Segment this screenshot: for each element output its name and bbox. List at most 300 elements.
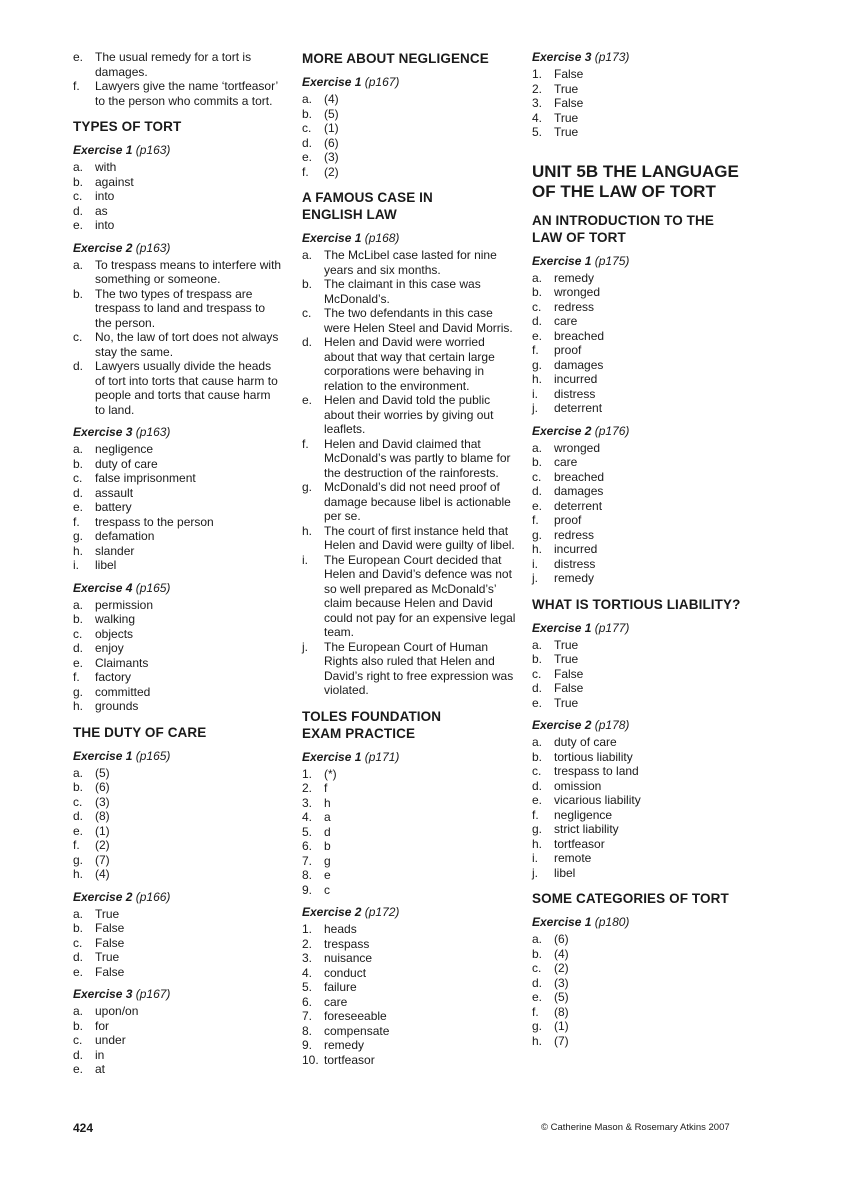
unit-heading: UNIT 5B THE LANGUAGE OF THE LAW OF TORT [532,161,739,201]
answer-marker: a. [73,160,84,174]
answer-marker: c. [73,794,83,809]
answer-item [302,136,517,151]
answer-marker: e. [73,1062,84,1076]
section-heading: THE DUTY OF CARE [73,724,207,740]
answer-text: c [324,882,330,897]
answer-marker: j. [302,639,308,654]
answer-marker: f. [302,164,309,179]
answer-text: b [324,839,331,853]
answer-item [302,335,517,393]
answer-marker: e. [73,500,84,514]
answer-marker: b. [532,749,543,764]
answer-text: proof [554,513,582,527]
answer-text: f [324,781,328,795]
answer-text: breached [554,469,605,484]
answer-marker: a. [302,92,313,106]
answer-item [532,557,757,572]
exercise-label: Exercise 1 [302,75,362,89]
answer-text: slander [95,543,135,558]
answer-marker: b. [532,285,543,299]
answer-text: False [554,681,584,695]
answer-text: trespass to land [554,764,639,778]
answer-item [73,656,283,671]
answer-item [302,480,517,524]
answer-item [73,79,283,108]
answer-text: duty of care [95,456,158,471]
exercise-heading [73,425,283,440]
exercise-heading [532,254,757,269]
answer-marker: c. [73,626,83,641]
answer-text: (7) [95,852,110,867]
answer-marker: a. [302,248,313,262]
section-heading: MORE ABOUT NEGLIGENCE [302,51,489,66]
answer-marker: d. [73,641,84,655]
answer-marker: 10. [302,1052,319,1067]
answer-text: against [95,174,134,189]
answer-item [302,839,517,854]
section-heading: A FAMOUS CASE IN ENGLISH LAW [302,190,433,222]
answer-list [73,766,283,882]
answer-marker: d. [73,359,84,373]
answer-text: redress [554,299,595,314]
answer-text: in [95,1047,105,1062]
answer-item [302,393,517,437]
answer-text: incurred [554,542,598,556]
answer-text: (4) [324,92,339,106]
answer-text: To trespass means to interfere with something or someone. [95,257,282,286]
answer-text: wronged [554,440,601,455]
answer-item [302,951,517,966]
answer-item [532,947,757,962]
answer-text: True [554,125,579,139]
answer-marker: j. [532,401,538,415]
answer-text: remedy [554,571,595,585]
answer-marker: e. [73,50,84,64]
answer-text: permission [95,597,154,612]
answer-item [532,343,757,358]
answer-item [302,1009,517,1024]
answer-item [532,401,757,416]
answer-marker: h. [532,836,543,851]
answer-marker: f. [73,838,80,852]
answer-text: e [324,868,331,882]
answer-marker: 7. [302,1009,313,1023]
exercise-page-ref: (p163) [135,143,171,157]
exercise-page-ref: (p167) [135,987,171,1001]
answer-item [302,165,517,180]
answer-text: battery [95,500,132,514]
answer-item [302,524,517,553]
answer-item [532,750,757,765]
answer-item [73,258,283,287]
answer-marker: a. [532,932,543,946]
answer-marker: c. [73,935,83,950]
answer-text: Lawyers give the name ‘tortfeasor’ to the person who commits a tort. [95,79,278,108]
answer-text: into [95,218,115,232]
section-heading: WHAT IS TORTIOUS LIABILITY? [532,596,741,612]
exercise-label: Exercise 1 [73,143,133,157]
answer-item [73,1019,283,1034]
answer-item [73,809,283,824]
answer-text: damages [554,357,604,372]
answer-item [73,515,283,530]
answer-marker: 9. [302,1038,313,1052]
answer-marker: b. [302,106,313,121]
answer-marker: g. [73,529,84,543]
answer-text: libel [554,865,576,880]
answer-text: nuisance [324,951,373,965]
answer-marker: c. [532,764,542,778]
exercise-label: Exercise 1 [302,231,362,245]
exercise-label: Exercise 3 [532,50,592,64]
answer-marker: d. [73,809,84,823]
answer-marker: d. [73,203,84,218]
answer-marker: b. [73,286,84,301]
answer-item [302,937,517,952]
answer-marker: f. [302,436,309,451]
exercise-heading [532,621,757,636]
answer-marker: c. [532,666,542,681]
answer-text: The court of first instance held that Helen and David were guilty of libel. [324,523,515,552]
answer-marker: e. [73,218,84,232]
answer-text: (5) [554,990,569,1004]
answer-text: care [554,455,578,469]
answer-item [73,950,283,965]
answer-item [73,529,283,544]
answer-item [532,111,757,126]
exercise-label: Exercise 1 [302,749,362,764]
answer-text: factory [95,670,132,684]
answer-text: remedy [554,270,595,285]
answer-marker: h. [532,1033,543,1048]
answer-item [532,837,757,852]
answer-item [73,838,283,853]
answer-text: (5) [324,106,339,121]
exercise-label: Exercise 3 [73,987,133,1001]
answer-text: remedy [324,1038,365,1052]
answer-marker: c. [532,299,542,314]
answer-marker: g. [532,527,543,542]
answer-list [302,922,517,1067]
exercise-heading [73,749,283,764]
answer-text: (7) [554,1033,569,1048]
answer-marker: h. [302,523,313,538]
copyright-notice: © Catherine Mason & Rosemary Atkins 2007 [541,1122,730,1133]
answer-marker: 6. [302,839,313,853]
answer-item [532,1019,757,1034]
answer-marker: d. [532,681,543,695]
answer-list [302,92,517,179]
answer-text: Claimants [95,655,149,670]
answer-text: (*) [324,766,337,781]
answer-text: (8) [554,1004,569,1019]
answer-marker: 1. [302,922,313,936]
answer-marker: g. [532,357,543,372]
answer-item [302,854,517,869]
answer-item [532,1034,757,1049]
answer-item [73,853,283,868]
answer-text: compensate [324,1023,390,1038]
answer-text: Helen and David told the public about their worries by giving out leaflets. [324,393,494,436]
answer-text: False [554,67,584,81]
exercise-heading [73,143,283,158]
column-right [532,50,757,1048]
answer-marker: 9. [302,882,313,897]
answer-text: (2) [554,961,569,975]
answer-marker: c. [302,306,312,320]
answer-marker: e. [302,393,313,407]
answer-item [302,767,517,782]
answer-item [532,484,757,499]
answer-text: as [95,203,108,218]
answer-item [73,1033,283,1048]
answer-marker: c. [302,121,312,135]
answer-item [532,681,757,696]
answer-text: for [95,1018,110,1033]
answer-marker: i. [73,558,79,572]
answer-item [302,810,517,825]
answer-marker: h. [532,542,543,556]
answer-item [73,1048,283,1063]
answer-item [302,248,517,277]
answer-marker: e. [73,823,84,838]
answer-marker: 8. [302,868,313,882]
exercise-heading [73,241,283,256]
answer-text: tortfeasor [324,1052,375,1067]
answer-list [302,767,517,898]
answer-marker: e. [532,328,543,343]
answer-text: distress [554,556,596,571]
answer-item [73,175,283,190]
answer-marker: 3. [302,951,313,965]
exercise-heading [532,50,757,65]
answer-text: negligence [95,442,154,456]
answer-text: False [95,964,125,979]
section-heading: TOLES FOUNDATION EXAM PRACTICE [302,708,442,741]
answer-marker: f. [532,1004,539,1019]
answer-text: foreseeable [324,1009,387,1023]
exercise-label: Exercise 2 [532,423,592,438]
exercise-heading [73,581,283,596]
answer-marker: b. [73,174,84,189]
answer-item [73,612,283,627]
answer-text: The two defendants in this case were Helen Steel and David Morris. [324,306,513,335]
answer-item [532,499,757,514]
answer-text: The two types of trespass are trespass to land and trespass to the person. [95,286,266,330]
answer-marker: e. [532,793,543,807]
answer-item [532,990,757,1005]
answer-list [532,67,757,140]
exercise-label: Exercise 2 [302,905,362,919]
answer-text: under [95,1033,126,1047]
answer-text: assault [95,485,134,500]
answer-text: True [554,652,579,666]
answer-marker: 2. [532,81,543,96]
answer-marker: a. [532,270,543,285]
answer-item [302,1053,517,1068]
answer-item [302,150,517,165]
answer-marker: c. [532,961,542,975]
answer-text: True [554,110,579,125]
answer-item [532,808,757,823]
answer-text: True [554,81,579,96]
exercise-page-ref: (p173) [594,50,630,64]
exercise-label: Exercise 1 [532,915,592,929]
answer-marker: 4. [302,810,313,824]
answer-text: defamation [95,529,155,543]
exercise-page-ref: (p176) [594,423,630,438]
answer-item [532,571,757,586]
answer-text: damages [554,484,604,498]
exercise-heading [73,987,283,1002]
column-left [73,50,283,1077]
answer-text: enjoy [95,641,124,655]
answer-text: objects [95,626,134,641]
answer-text: False [95,935,125,950]
exercise-heading [302,905,517,920]
answer-item [532,285,757,300]
answer-item [73,1004,283,1019]
answer-item [302,553,517,640]
answer-marker: c. [73,1033,83,1047]
answer-marker: f. [532,343,539,357]
sections [302,50,517,1067]
answer-text: (3) [554,975,569,990]
answer-item [73,670,283,685]
answer-text: McDonald’s did not need proof of damage because libel is actionable per se. [324,480,511,523]
exercise-label: Exercise 1 [73,748,133,763]
answer-marker: d. [302,335,313,349]
answer-text: negligence [554,807,613,822]
answer-item [532,1005,757,1020]
answer-item [73,544,283,559]
answer-item [73,330,283,359]
answer-marker: 3. [302,795,313,810]
answer-marker: f. [532,807,539,822]
answer-item [73,204,283,219]
answer-item [73,907,283,922]
answer-text: heads [324,922,357,936]
answer-item [532,455,757,470]
answer-marker: j. [532,865,538,880]
exercise-page-ref: (p177) [594,620,630,635]
answer-item [73,442,283,457]
answer-marker: b. [73,1018,84,1033]
answer-item [532,976,757,991]
answer-marker: g. [532,822,543,836]
answer-text: a [324,810,331,824]
answer-text: No, the law of tort does not always stay the same. [95,330,279,359]
answer-item [532,271,757,286]
answer-item [532,329,757,344]
answer-item [73,867,283,882]
answer-item [532,387,757,402]
exercise-heading [302,231,517,246]
answer-list [532,932,757,1048]
answer-text: (2) [324,164,339,179]
answer-item [302,1038,517,1053]
answer-text: (4) [95,867,110,881]
answer-marker: c. [73,189,83,203]
answer-text: libel [95,558,117,572]
answer-marker: d. [73,485,84,500]
answer-marker: h. [73,543,84,558]
answer-item [302,121,517,136]
answer-marker: f. [73,79,80,93]
answer-marker: a. [73,906,84,921]
answer-marker: 5. [532,125,543,139]
answer-item [532,82,757,97]
answer-list [73,442,283,573]
answer-text: incurred [554,372,598,386]
answer-item [73,824,283,839]
answer-text: h [324,795,331,810]
answer-item [302,922,517,937]
answer-list [73,1004,283,1077]
answer-item [532,542,757,557]
answer-list [532,735,757,880]
exercise-heading [302,750,517,765]
answer-item [73,685,283,700]
exercise-page-ref: (p178) [594,718,630,732]
answer-item [73,189,283,204]
answer-text: (6) [554,932,569,946]
answer-text: True [95,950,120,964]
answer-marker: g. [73,852,84,867]
answer-item [73,50,283,79]
answer-marker: e. [302,150,313,164]
answer-marker: i. [532,556,538,571]
answer-item [302,1024,517,1039]
answer-item [302,277,517,306]
exercise-page-ref: (p172) [364,905,400,919]
exercise-label: Exercise 4 [73,580,133,595]
answer-item [302,107,517,122]
answer-marker: d. [532,484,543,498]
answer-marker: a. [532,637,543,652]
answer-text: wronged [554,285,601,299]
answer-marker: d. [73,950,84,964]
answer-marker: e. [73,655,84,670]
answer-text: True [554,695,579,710]
answer-text: with [95,160,117,174]
sections [73,118,283,1077]
answer-item [73,287,283,331]
answer-marker: i. [532,386,538,401]
answer-text: False [95,921,125,935]
answer-marker: e. [532,498,543,513]
answer-text: (4) [554,946,569,961]
exercise-heading [73,890,283,905]
answer-text: distress [554,386,596,401]
answer-item [532,793,757,808]
answer-text: tortious liability [554,749,633,764]
section-heading: SOME CATEGORIES OF TORT [532,891,729,906]
answer-item [532,961,757,976]
answer-item [302,437,517,481]
exercise-page-ref: (p163) [135,425,171,439]
answer-list [73,160,283,233]
answer-text: The European Court decided that Helen and David’s defence was not so well prepared as McDonald’s’ claim because Helen and David could not pay for an expensive legal team. [324,552,516,639]
answer-marker: a. [73,442,84,456]
answer-item [73,558,283,573]
answer-marker: 4. [302,965,313,980]
exercise-label: Exercise 2 [532,718,592,732]
exercise-page-ref: (p165) [135,580,171,595]
answer-item [302,966,517,981]
answer-item [302,781,517,796]
exercise-label: Exercise 3 [73,425,133,439]
